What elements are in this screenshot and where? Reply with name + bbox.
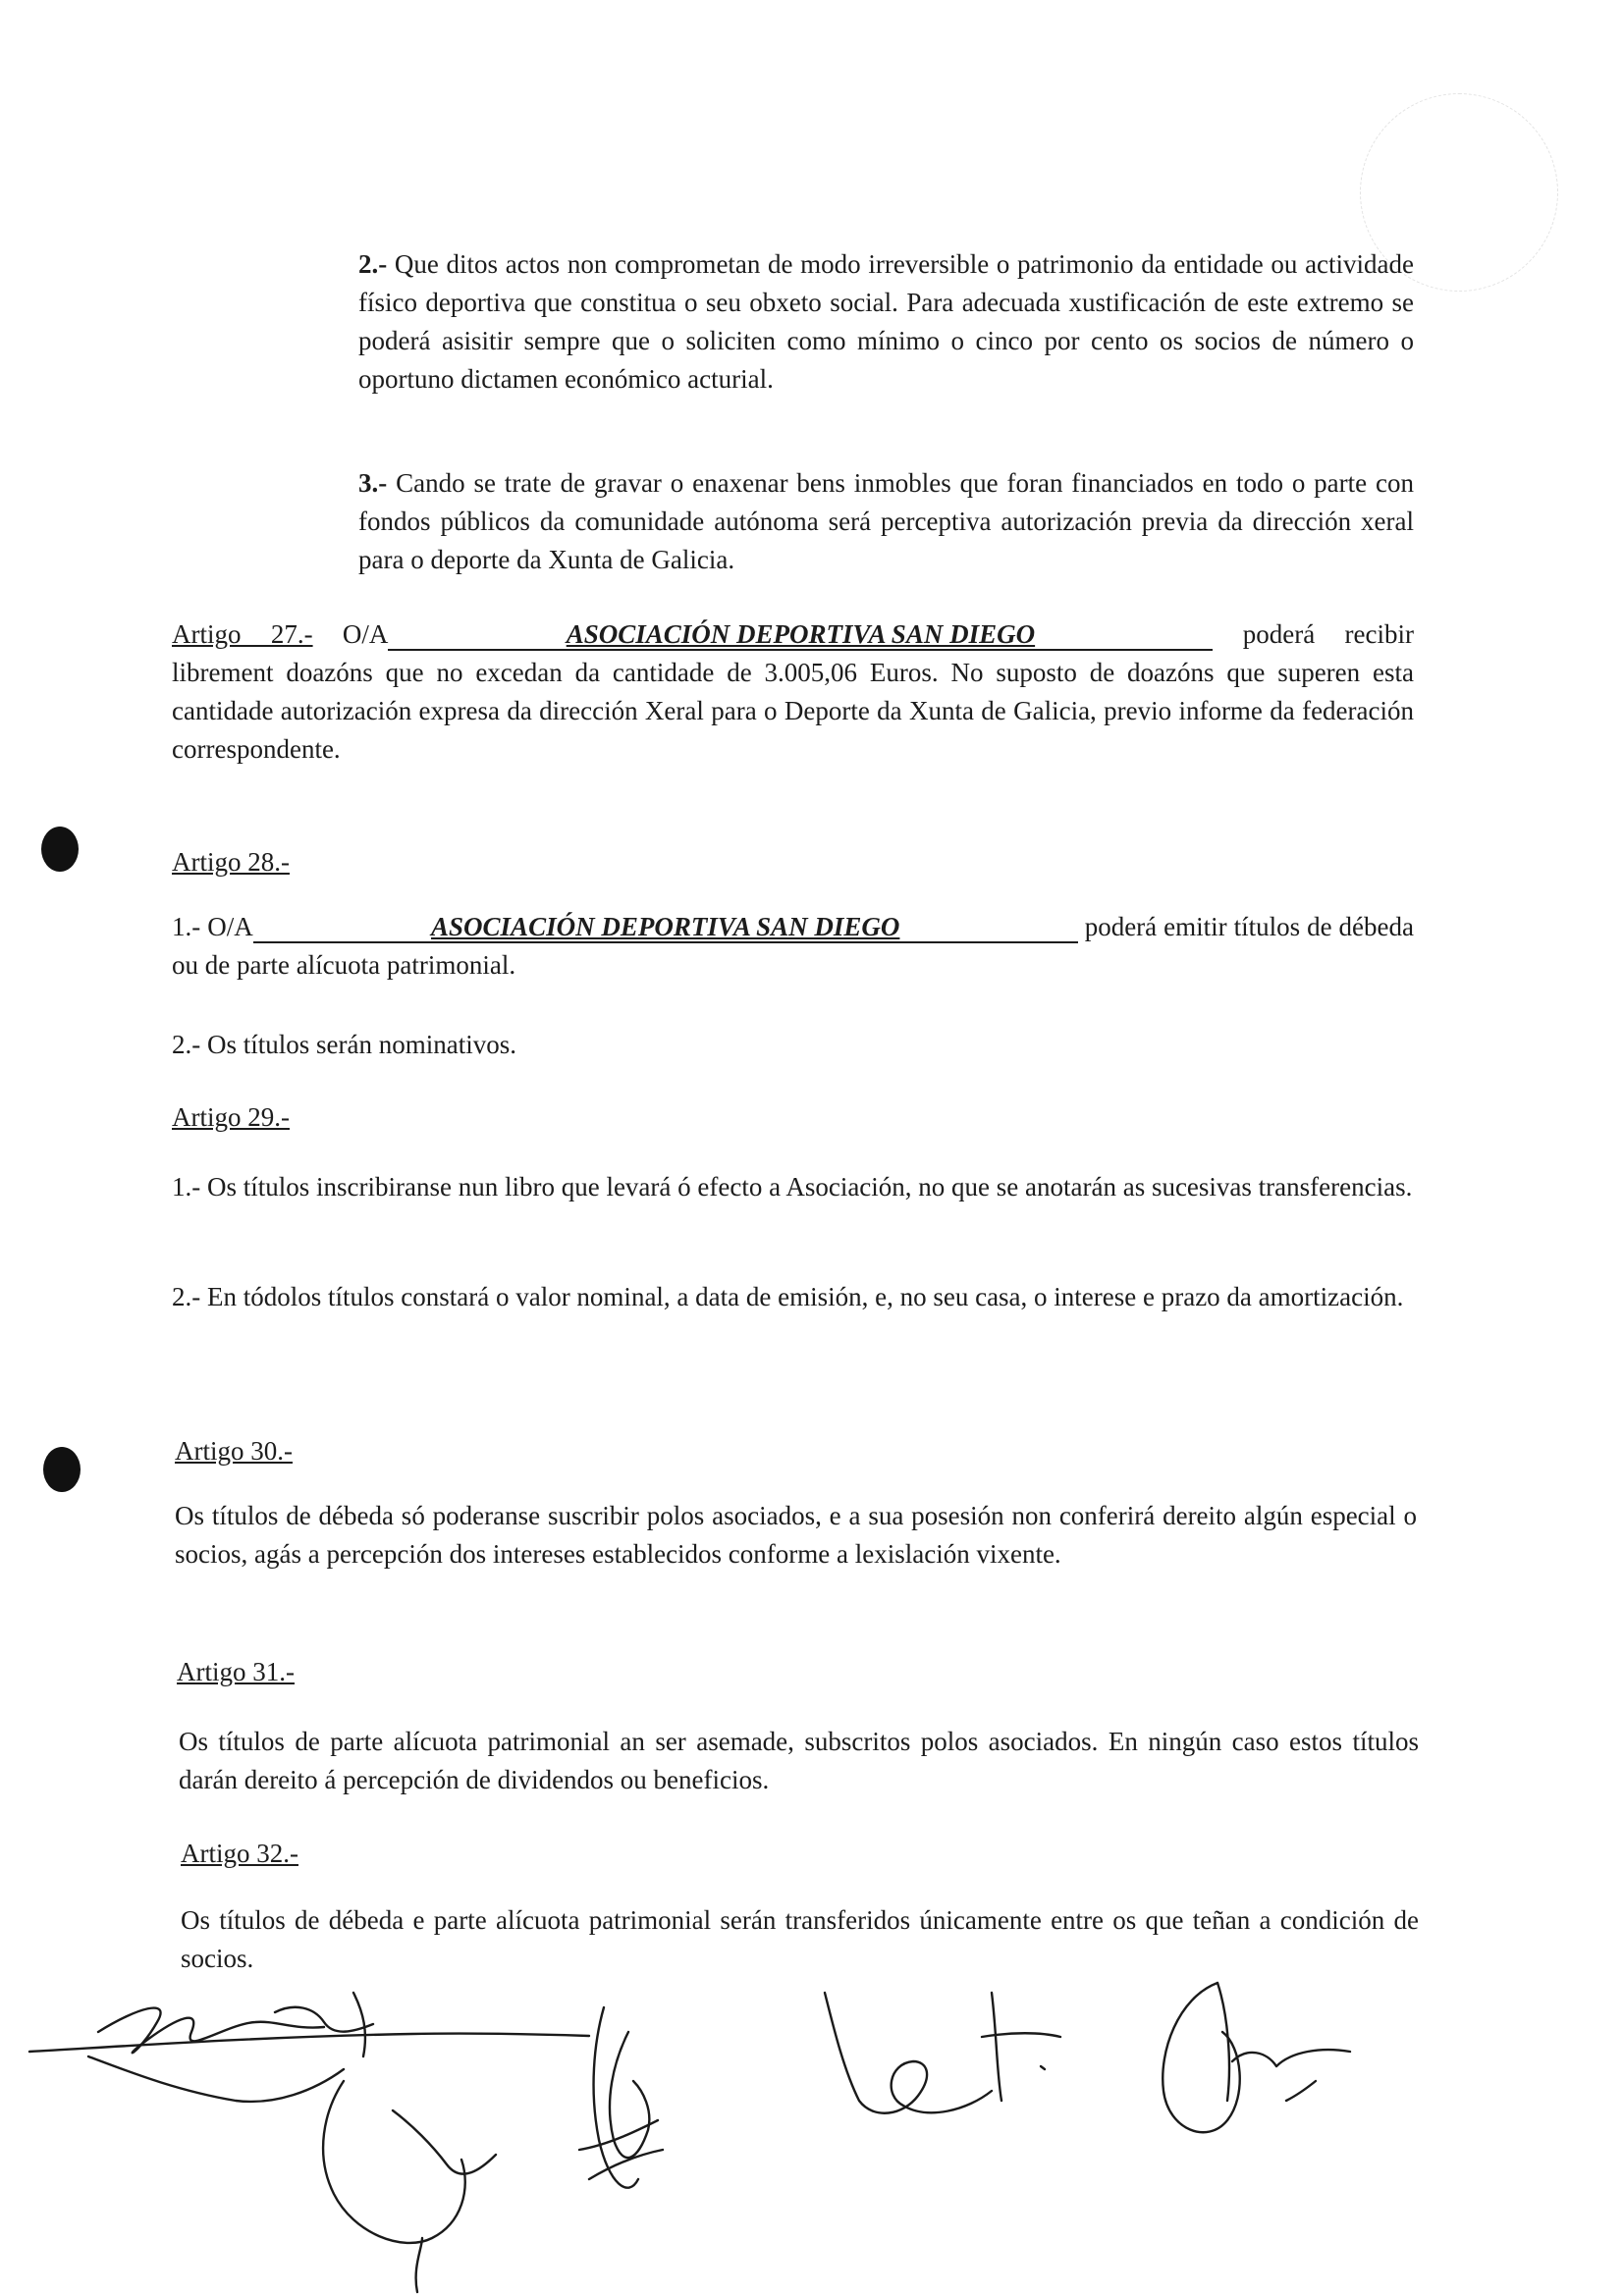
signature-5 bbox=[1163, 1983, 1350, 2132]
paragraph-3-number: 3.- bbox=[358, 468, 388, 498]
article-27-heading: Artigo 27.- bbox=[172, 619, 313, 649]
paragraph-2 bbox=[358, 245, 1414, 399]
article-31-text: Os títulos de parte alícuota patrimonial an ser asemade, subscritos polos asociados. En ningún caso estos títulos darán dereito á percepción de dividendos ou beneficios. bbox=[179, 1727, 1419, 1794]
article-28-item-1-prefix: 1.- O/A bbox=[172, 912, 253, 941]
article-29-heading: Artigo 29.- bbox=[172, 1102, 290, 1132]
article-30-heading: Artigo 30.- bbox=[175, 1436, 293, 1466]
article-29-item-1: 1.- Os títulos inscribiranse nun libro que levará ó efecto a Asociación, no que se anotarán as sucesivas transferencias. bbox=[172, 1172, 1413, 1201]
article-29-item-2: 2.- En tódolos títulos constará o valor nominal, a data de emisión, e, no seu casa, o interese e prazo da amortización. bbox=[172, 1282, 1404, 1311]
article-27 bbox=[172, 615, 1414, 769]
signature-3 bbox=[579, 2007, 663, 2188]
paragraph-2-text: Que ditos actos non comprometan de modo irreversible o patrimonio da entidade ou actividade físico deportiva que constitua o seu obxeto social. Para adecuada xustificación de este extremo se poderá asisitir sempre que o soliciten como mínimo o cinco por cento os socios de número o oportuno dictamen económico acturial. bbox=[358, 249, 1415, 394]
article-30-text: Os títulos de débeda só poderanse suscribir polos asociados, e a sua posesión non conferirá dereito algún especial o socios, agás a percepción dos intereses establecidos conforme a lexislación vixente. bbox=[175, 1501, 1417, 1569]
article-28-heading: Artigo 28.- bbox=[172, 847, 290, 877]
article-32-heading: Artigo 32.- bbox=[181, 1839, 298, 1868]
margin-punch-dot bbox=[41, 827, 79, 872]
margin-punch-dot bbox=[43, 1447, 81, 1492]
article-28-item-2: 2.- Os títulos serán nominativos. bbox=[172, 1030, 516, 1059]
article-32-text: Os títulos de débeda e parte alícuota patrimonial serán transferidos únicamente entre os que teñan a condición de socios. bbox=[181, 1905, 1419, 1973]
article-31-heading: Artigo 31.- bbox=[177, 1657, 295, 1686]
article-28-item-1 bbox=[172, 908, 1414, 985]
article-27-association-field bbox=[388, 619, 1213, 651]
signature-4 bbox=[825, 1993, 1060, 2113]
signatures-area bbox=[0, 1953, 1623, 2296]
article-27-association: ASOCIACIÓN DEPORTIVA SAN DIEGO bbox=[566, 619, 1036, 649]
paragraph-3-text: Cando se trate de gravar o enaxenar bens inmobles que foran financiados en todo o parte con fondos públicos da comunidade autónoma será perceptiva autorización previa da dirección xeral para o deporte da Xunta de Galicia. bbox=[358, 468, 1414, 574]
signature-2 bbox=[323, 2081, 496, 2292]
article-28-item-1-text: poderá emitir títulos de débeda ou de parte alícuota patrimonial. bbox=[172, 912, 1414, 980]
signature-1 bbox=[29, 1993, 589, 2102]
article-27-prefix: O/A bbox=[342, 619, 389, 649]
paragraph-3 bbox=[358, 464, 1414, 579]
paragraph-2-number: 2.- bbox=[358, 249, 388, 279]
article-28-association-field bbox=[253, 912, 1078, 943]
article-28-association: ASOCIACIÓN DEPORTIVA SAN DIEGO bbox=[431, 912, 900, 941]
article-27-text: poderá recibir librement doazóns que no excedan da cantidade de 3.005,06 Euros. No suposto de doazóns que superen esta cantidade autorización expresa da dirección Xeral para o Deporte da Xunta de Galicia, previo informe da federación correspondente. bbox=[172, 619, 1415, 764]
